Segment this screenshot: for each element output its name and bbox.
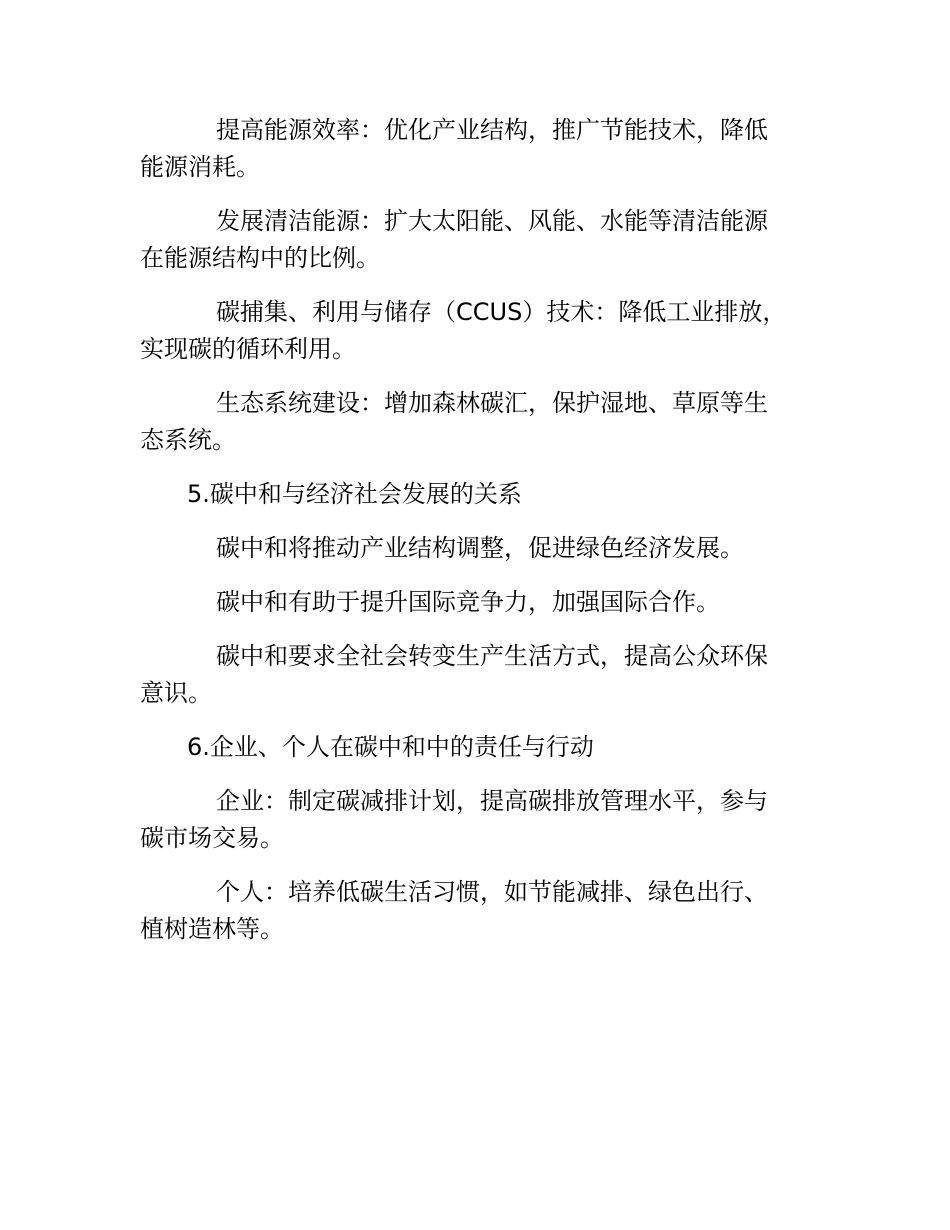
paragraph-enterprise: 企业：制定碳减排计划，提高碳排放管理水平，参与碳市场交易。 — [140, 787, 768, 852]
paragraph-clean-energy: 发展清洁能源：扩大太阳能、风能、水能等清洁能源在能源结构中的比例。 — [140, 207, 768, 272]
paragraph-international-competitiveness: 碳中和有助于提升国际竞争力，加强国际合作。 — [216, 588, 720, 616]
document-body — [140, 112, 790, 965]
paragraph-individual: 个人：培养低碳生活习惯，如节能减排、绿色出行、植树造林等。 — [140, 878, 768, 943]
section-heading-6: 6.企业、个人在碳中和中的责任与行动 — [187, 733, 594, 761]
paragraph-ccus: 碳捕集、利用与储存（CCUS）技术：降低工业排放，实现碳的循环利用。 — [140, 298, 787, 363]
section-heading-5: 5.碳中和与经济社会发展的关系 — [187, 480, 522, 508]
paragraph-ecosystem: 生态系统建设：增加森林碳汇，保护湿地、草原等生态系统。 — [140, 389, 768, 454]
paragraph-industrial-structure: 碳中和将推动产业结构调整，促进绿色经济发展。 — [216, 534, 744, 562]
paragraph-lifestyle-change: 碳中和要求全社会转变生产生活方式，提高公众环保意识。 — [140, 642, 768, 707]
paragraph-energy-efficiency: 提高能源效率：优化产业结构，推广节能技术，降低能源消耗。 — [140, 116, 768, 181]
